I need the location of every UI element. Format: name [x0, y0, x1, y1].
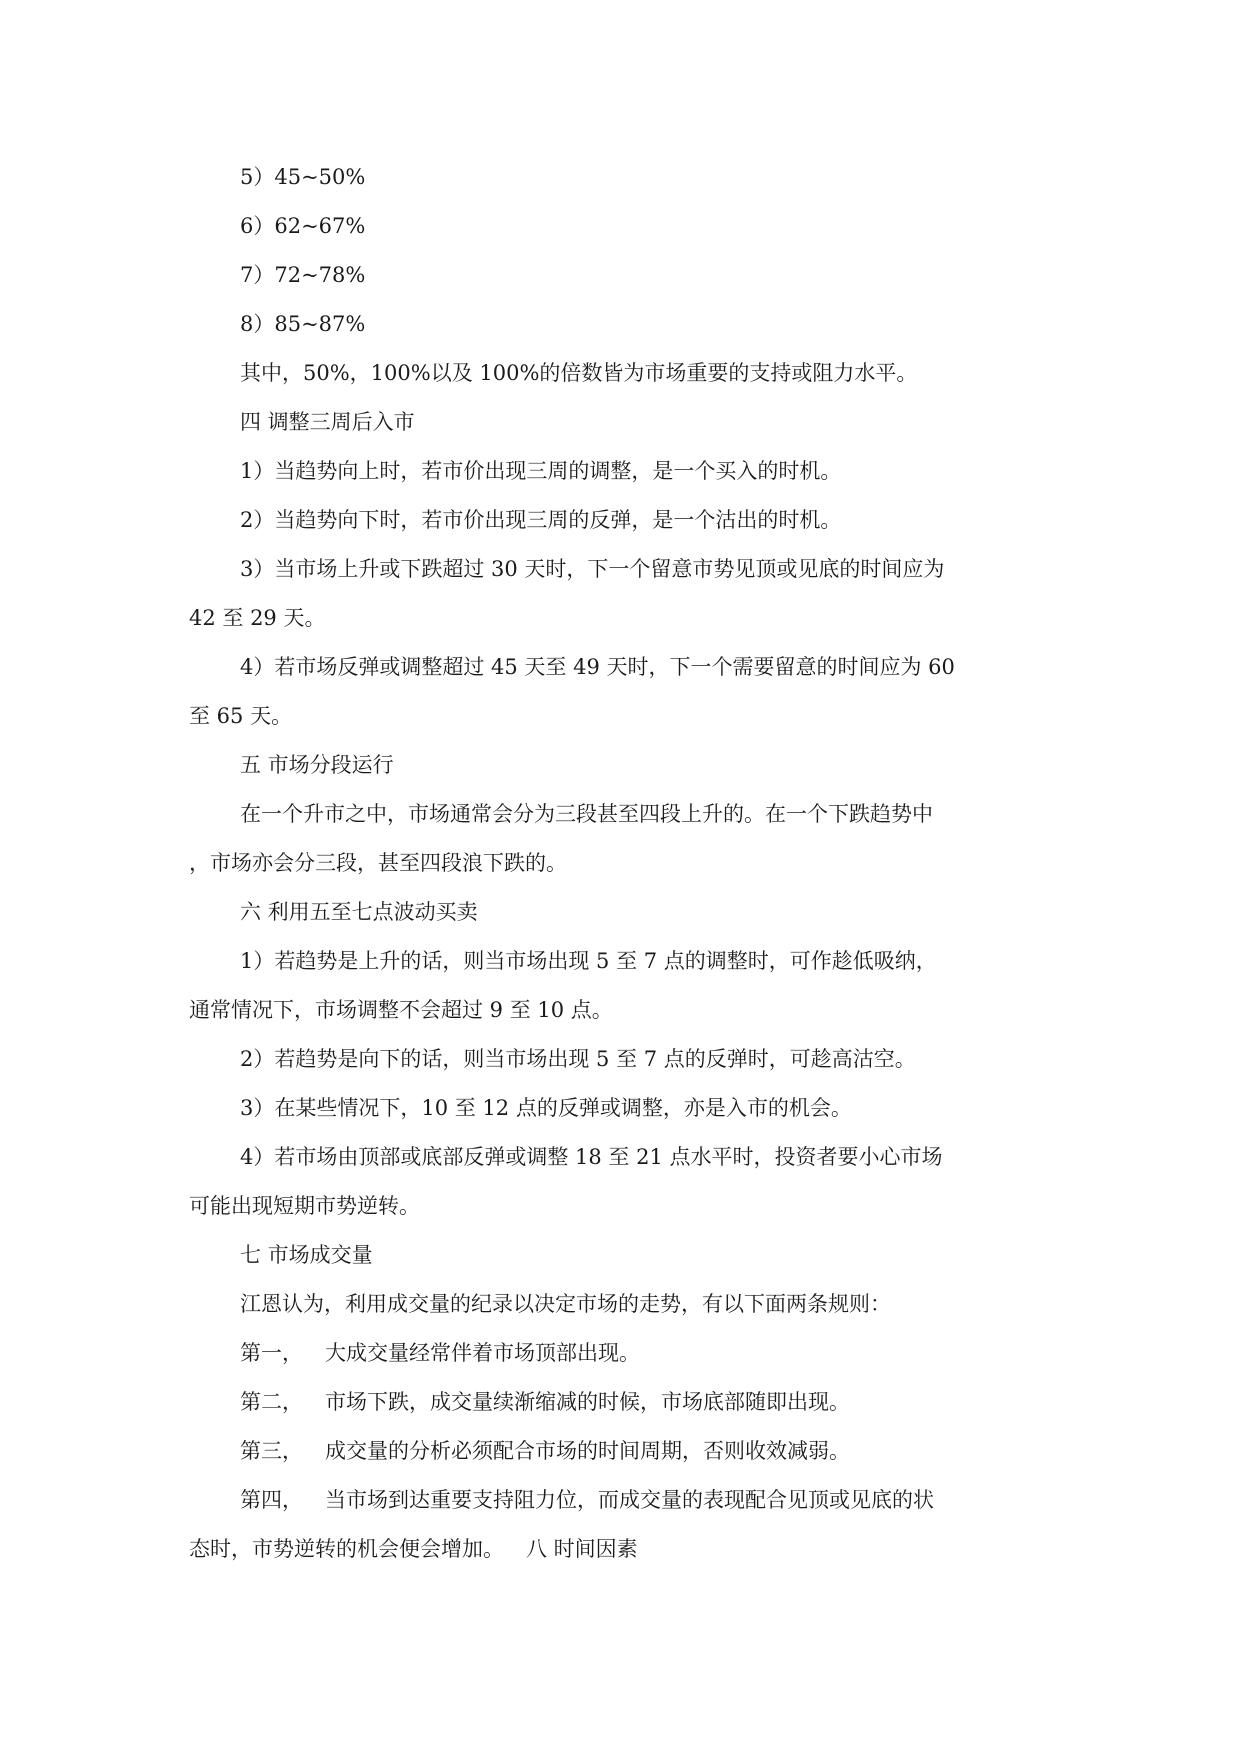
rule-item [189, 1427, 1059, 1476]
list-item-continuation: 42 至 29 天。 [189, 606, 326, 630]
section-heading: 五 市场分段运行 [240, 753, 394, 777]
document-body [189, 153, 1059, 1574]
paragraph: 其中，50%，100%以及 100%的倍数皆为市场重要的支持或阻力水平。 [240, 361, 918, 385]
list-item-continuation: 通常情况下，市场调整不会超过 9 至 10 点。 [189, 998, 613, 1022]
rule-continuation: 态时，市势逆转的机会便会增加。 [189, 1537, 504, 1561]
list-item-continuation: 可能出现短期市势逆转。 [189, 1194, 420, 1218]
list-item: 7）72~78% [240, 263, 366, 287]
rule-item [189, 1329, 1059, 1378]
section-heading: 七 市场成交量 [240, 1243, 373, 1267]
paragraph-continuation: ，市场亦会分三段，甚至四段浪下跌的。 [189, 851, 567, 875]
rule-label: 第三， [240, 1439, 303, 1463]
list-item: 2）当趋势向下时，若市价出现三周的反弹，是一个沽出的时机。 [240, 508, 842, 532]
list-item: 1）当趋势向上时，若市价出现三周的调整，是一个买入的时机。 [240, 459, 842, 483]
rule-text: 市场下跌，成交量续渐缩减的时候，市场底部随即出现。 [325, 1390, 850, 1414]
list-item: 1）若趋势是上升的话，则当市场出现 5 至 7 点的调整时，可作趁低吸纳， [240, 949, 937, 973]
rule-label: 第二， [240, 1390, 303, 1414]
paragraph: 在一个升市之中，市场通常会分为三段甚至四段上升的。在一个下跌趋势中 [240, 802, 933, 826]
rule-text: 大成交量经常伴着市场顶部出现。 [325, 1341, 640, 1365]
list-item: 6）62~67% [240, 214, 366, 238]
section-heading: 八 时间因素 [526, 1537, 638, 1561]
rule-item [189, 1378, 1059, 1427]
rule-text: 成交量的分析必须配合市场的时间周期，否则收效减弱。 [325, 1439, 850, 1463]
list-item: 4）若市场由顶部或底部反弹或调整 18 至 21 点水平时，投资者要小心市场 [240, 1145, 943, 1169]
list-item: 4）若市场反弹或调整超过 45 天至 49 天时，下一个需要留意的时间应为 60 [240, 655, 955, 679]
list-item: 8）85~87% [240, 312, 366, 336]
list-item-continuation: 至 65 天。 [189, 704, 293, 728]
list-item: 3）在某些情况下，10 至 12 点的反弹或调整，亦是入市的机会。 [240, 1096, 852, 1120]
rule-label: 第一， [240, 1341, 303, 1365]
paragraph: 江恩认为，利用成交量的纪录以决定市场的走势，有以下面两条规则： [240, 1292, 891, 1316]
list-item: 2）若趋势是向下的话，则当市场出现 5 至 7 点的反弹时，可趁高沽空。 [240, 1047, 916, 1071]
list-item: 5）45~50% [240, 165, 366, 189]
closing-line [189, 1525, 1059, 1574]
section-heading: 四 调整三周后入市 [240, 410, 415, 434]
rule-item [189, 1476, 1059, 1525]
rule-text: 当市场到达重要支持阻力位，而成交量的表现配合见顶或见底的状 [325, 1488, 934, 1512]
rule-label: 第四， [240, 1488, 303, 1512]
list-item: 3）当市场上升或下跌超过 30 天时，下一个留意市势见顶或见底的时间应为 [240, 557, 945, 581]
section-heading: 六 利用五至七点波动买卖 [240, 900, 478, 924]
